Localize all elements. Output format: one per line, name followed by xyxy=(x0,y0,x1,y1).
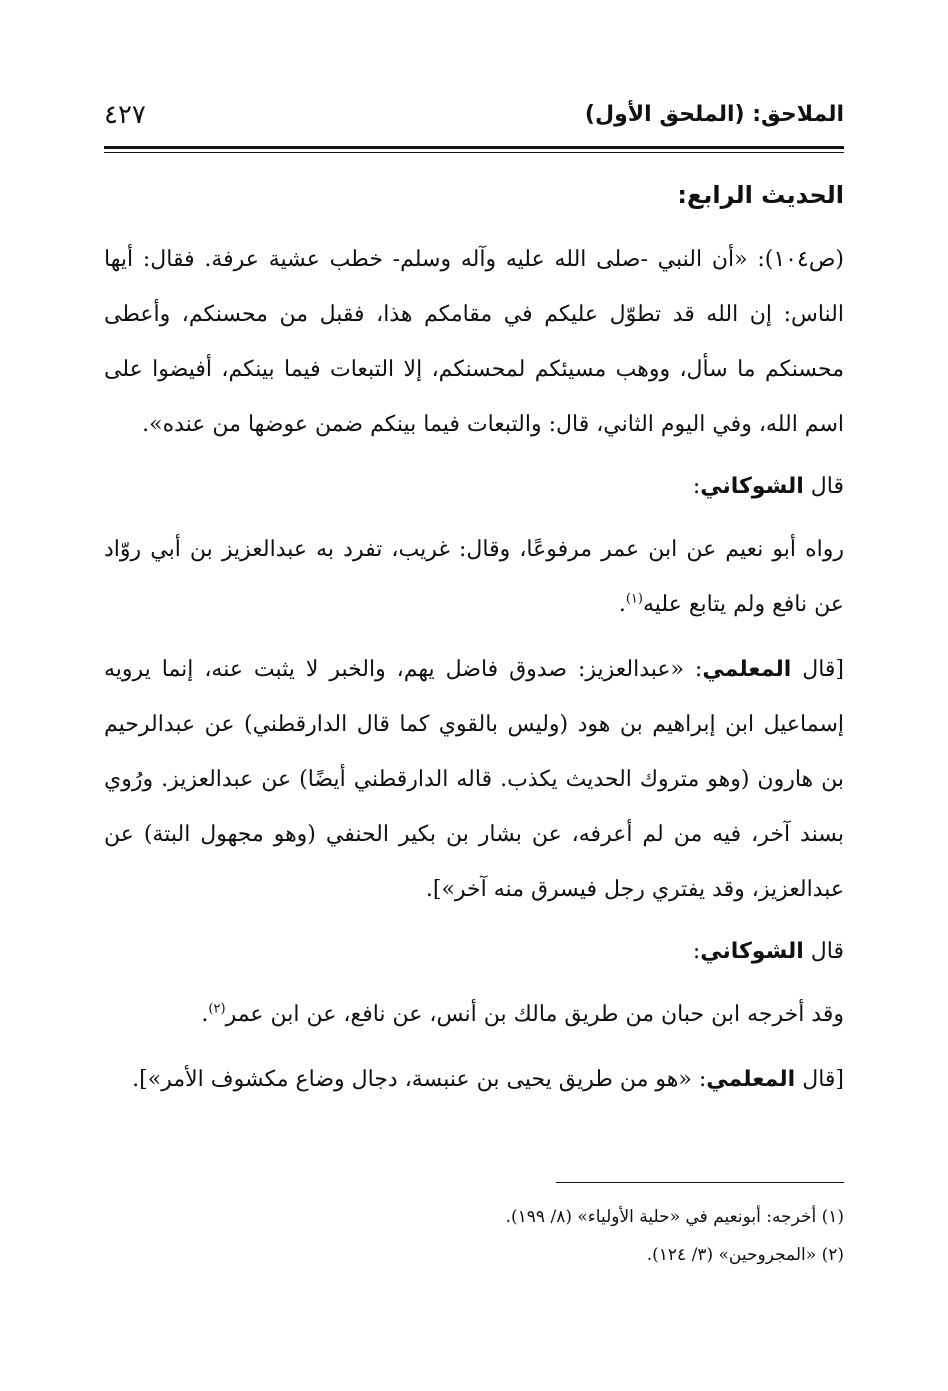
shawkani-comment-1 xyxy=(104,522,844,632)
header-rule-thin xyxy=(104,152,844,153)
muallimi-name: المعلمي xyxy=(706,1067,796,1092)
footnote-ref-2[interactable]: (٢) xyxy=(208,1001,226,1017)
footnote-1: (١) أخرجه: أبونعيم في «حلية الأولياء» (٨/ ١٩٩). xyxy=(505,1207,844,1227)
section-heading: الحديث الرابع: xyxy=(677,181,844,209)
speaker-name: الشوكاني xyxy=(700,474,804,499)
comment-text: وقد أخرجه ابن حبان من طريق مالك بن أنس، عن نافع، عن ابن عمر xyxy=(225,1002,844,1027)
comment-text: رواه أبو نعيم عن ابن عمر مرفوعًا، وقال: غريب، تفرد به عبدالعزيز بن أبي روّاد عن نافع ولم يتابع عليه xyxy=(104,537,844,617)
bracket-open: [قال xyxy=(791,657,844,682)
bracket-open: [قال xyxy=(795,1067,844,1092)
footnote-2: (٢) «المجروحين» (٣/ ١٢٤). xyxy=(646,1245,844,1265)
shawkani-comment-2 xyxy=(104,987,844,1042)
running-header-title: الملاحق: (الملحق الأول) xyxy=(584,102,844,127)
speaker-prefix: قال xyxy=(803,939,844,964)
footnotes xyxy=(104,1198,844,1274)
hadith-text: (ص١٠٤): «أن النبي -صلى الله عليه وآله وسلم- خطب عشية عرفة. فقال: أيها الناس: إن الله قد تطوّل عليكم في مقامكم هذا، فقبل من محسنكم، وأعطى محسنكم ما سأل، ووهب مسيئكم لمحسنكم، إلا التبعات فيما بينكم، أفيضوا على اسم الله، وفي اليوم الثاني، قال: والتبعات فيما بينكم ضمن عوضها من عنده». xyxy=(104,247,844,437)
speaker-suffix: : xyxy=(692,939,701,964)
muallimi-name: المعلمي xyxy=(702,657,792,682)
muallimi-text: : «هو من طريق يحيى بن عنبسة، دجال وضاع مكشوف الأمر»]. xyxy=(132,1067,707,1092)
speaker-label-shawkani-2 xyxy=(104,927,844,977)
footnote-ref-1[interactable]: (١) xyxy=(625,591,643,607)
speaker-name: الشوكاني xyxy=(700,939,804,964)
muallimi-comment-2 xyxy=(104,1052,844,1107)
page-number: ٤٢٧ xyxy=(104,100,146,130)
speaker-label-shawkani-1 xyxy=(104,462,844,512)
muallimi-text: : «عبدالعزيز: صدوق فاضل يهم، والخبر لا يثبت عنه، إنما يرويه إسماعيل ابن إبراهيم بن هود (وليس بالقوي كما قال الدارقطني) عن عبدالرحيم بن هارون (وهو متروك الحديث يكذب. قاله الدارقطني أيضًا) عن عبدالعزيز. ورُوي بسند آخر، فيه من لم أعرفه، عن بشار بن بكير الحنفي (وهو مجهول البتة) عن عبدالعزيز، وقد يفتري رجل فيسرق منه آخر»]. xyxy=(104,657,844,902)
speaker-prefix: قال xyxy=(803,474,844,499)
muallimi-comment-1 xyxy=(104,642,844,917)
running-header xyxy=(104,98,844,148)
speaker-suffix: : xyxy=(692,474,701,499)
comment-end: . xyxy=(618,592,626,617)
comment-end: . xyxy=(201,1002,209,1027)
footnote-separator xyxy=(556,1182,844,1183)
header-rule-thick xyxy=(104,146,844,149)
main-content xyxy=(104,172,844,1117)
